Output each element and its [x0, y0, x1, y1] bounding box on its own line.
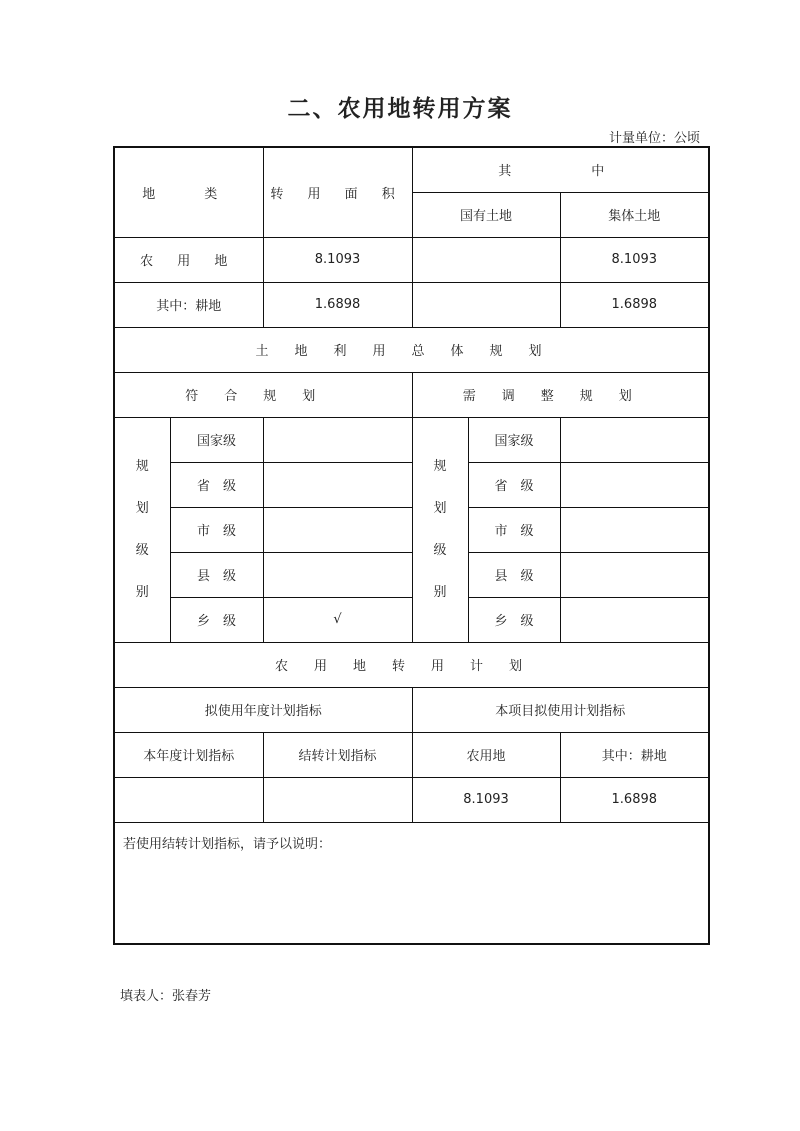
- header-of-which: 其 中: [412, 147, 709, 192]
- row-collective: 1.6898: [560, 282, 709, 327]
- level-name: 国家级: [170, 417, 263, 462]
- header-state-land: 国有土地: [412, 192, 560, 237]
- cultivated-value: 1.6898: [560, 777, 709, 822]
- carryover-note: 若使用结转计划指标，请予以说明：: [114, 822, 709, 944]
- level-name: 县 级: [468, 552, 560, 597]
- row-collective: 8.1093: [560, 237, 709, 282]
- level-mark: [560, 462, 709, 507]
- level-mark: [263, 507, 412, 552]
- level-mark: √: [263, 597, 412, 642]
- this-year-header: 本年度计划指标: [114, 732, 263, 777]
- cultivated-header: 其中：耕地: [560, 732, 709, 777]
- level-name: 县 级: [170, 552, 263, 597]
- row-state: [412, 282, 560, 327]
- level-name: 省 级: [468, 462, 560, 507]
- plan-level-label-left: 规 划 级 别: [114, 417, 170, 642]
- level-mark: [560, 552, 709, 597]
- level-mark: [263, 417, 412, 462]
- level-name: 乡 级: [468, 597, 560, 642]
- this-year-value: [114, 777, 263, 822]
- level-name: 市 级: [468, 507, 560, 552]
- annual-indicator-header: 拟使用年度计划指标: [114, 687, 412, 732]
- conversion-form-table: [113, 146, 710, 945]
- level-name: 乡 级: [170, 597, 263, 642]
- row-area: 1.6898: [263, 282, 412, 327]
- conform-plan-header: 符合规划: [114, 372, 412, 417]
- level-mark: [263, 462, 412, 507]
- level-mark: [560, 417, 709, 462]
- row-label: 农 用 地: [114, 237, 263, 282]
- level-name: 国家级: [468, 417, 560, 462]
- table-row: [114, 777, 709, 822]
- row-label: 其中：耕地: [114, 282, 263, 327]
- table-row: [114, 237, 709, 282]
- table-row: [114, 282, 709, 327]
- page-title: 二、农用地转用方案: [287, 96, 513, 122]
- filler-name: 填表人：张春芳: [120, 989, 212, 1004]
- level-mark: [263, 552, 412, 597]
- farmland-header: 农用地: [412, 732, 560, 777]
- unit-label: 计量单位：公顷: [608, 131, 700, 146]
- level-mark: [560, 597, 709, 642]
- farmland-value: 8.1093: [412, 777, 560, 822]
- carryover-value: [263, 777, 412, 822]
- level-name: 省 级: [170, 462, 263, 507]
- project-indicator-header: 本项目拟使用计划指标: [412, 687, 709, 732]
- adjust-plan-header: 需调整规划: [412, 372, 709, 417]
- row-state: [412, 237, 560, 282]
- header-collective-land: 集体土地: [560, 192, 709, 237]
- plan-section-header: 土地利用总体规划: [114, 327, 709, 372]
- header-area: 转 用 面 积: [263, 147, 412, 237]
- row-area: 8.1093: [263, 237, 412, 282]
- level-name: 市 级: [170, 507, 263, 552]
- carryover-header: 结转计划指标: [263, 732, 412, 777]
- level-mark: [560, 507, 709, 552]
- header-land-type: 地 类: [114, 147, 263, 237]
- conversion-plan-header: 农用地转用计划: [114, 642, 709, 687]
- plan-level-label-right: 规 划 级 别: [412, 417, 468, 642]
